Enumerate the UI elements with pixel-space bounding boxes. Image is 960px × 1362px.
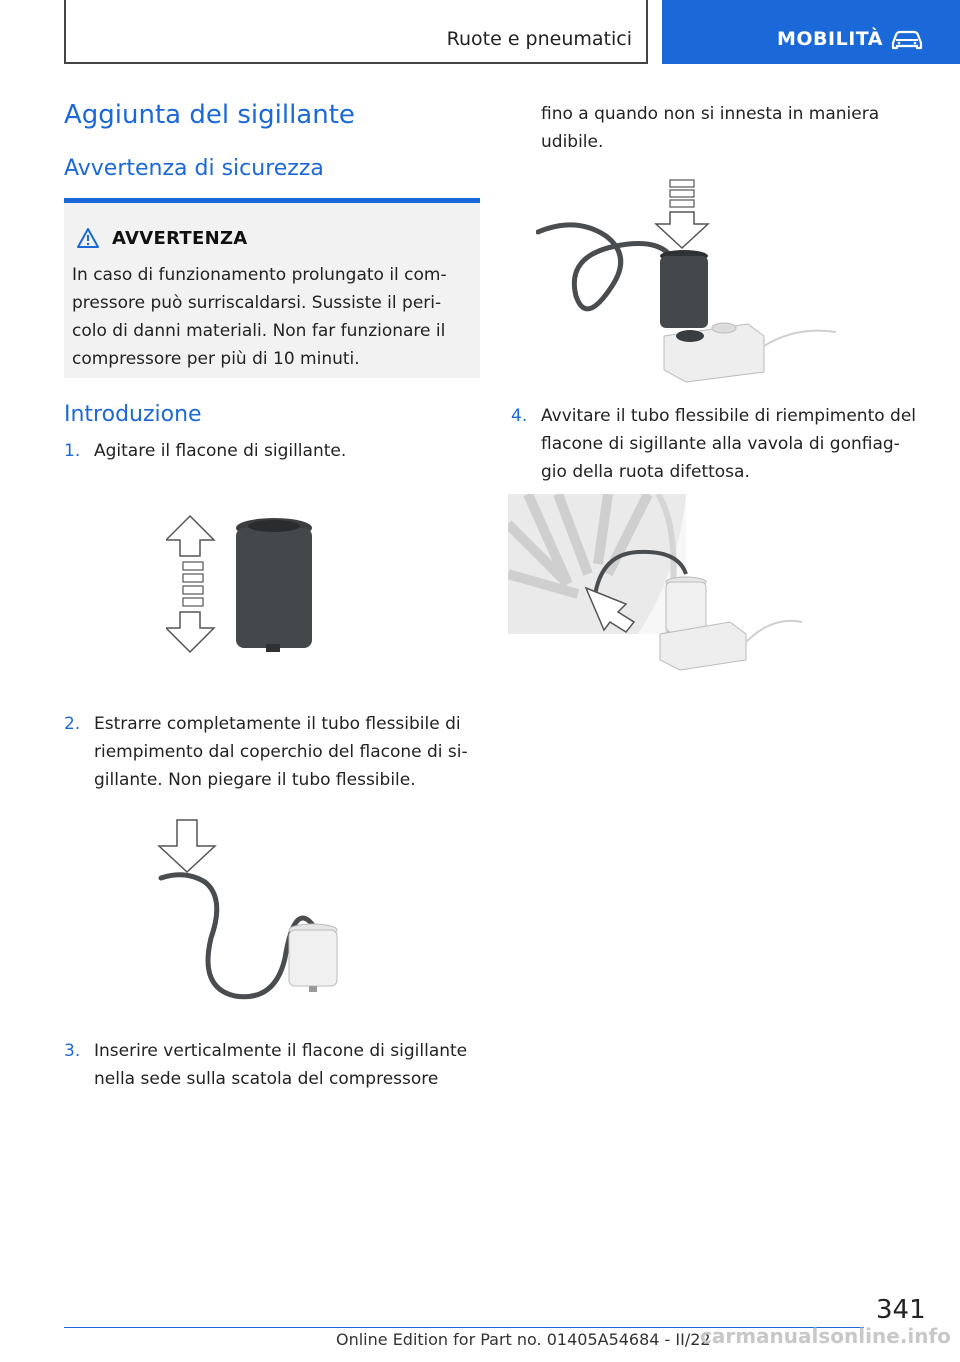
step-number: 4. xyxy=(511,406,528,426)
step-text-line: fino a quando non si innesta in maniera xyxy=(541,104,880,124)
step-text-line: flacone di sigillante alla vavola di gonfiag- xyxy=(541,434,900,454)
page-title: Aggiunta del sigillante xyxy=(64,100,355,130)
warning-box xyxy=(64,198,480,378)
step-item xyxy=(511,402,931,488)
warning-line: pressore può surriscaldarsi. Sussiste il peri- xyxy=(72,293,442,313)
step-text-line: Inserire verticalmente il flacone di sigillante xyxy=(94,1041,468,1061)
warning-text xyxy=(72,261,472,373)
step-text-line: Agitare il flacone di sigillante. xyxy=(94,441,347,461)
warning-line: compressore per più di 10 minuti. xyxy=(72,349,360,369)
header-chapter-title: MOBILITÀ xyxy=(777,28,883,50)
step-text-line: riempimento dal coperchio del flacone di si- xyxy=(94,742,468,762)
step-item xyxy=(64,710,480,796)
safety-heading: Avvertenza di sicurezza xyxy=(64,156,324,181)
warning-triangle-icon xyxy=(76,227,100,249)
watermark: carmanualsonline.info xyxy=(700,1324,951,1348)
step-number: 3. xyxy=(64,1041,81,1061)
step-text-line: Avvitare il tubo flessibile di riempimento del xyxy=(541,406,917,426)
step-text-line: Estrarre completamente il tubo flessibile di xyxy=(94,714,461,734)
illustration-bottle-hose xyxy=(155,818,355,1008)
step-continuation xyxy=(541,100,879,156)
header-chapter-tab xyxy=(662,0,960,64)
illustration-insert-bottle xyxy=(536,176,846,386)
step-text-line: gillante. Non piegare il tubo flessibile. xyxy=(94,770,416,790)
step-text-line: nella sede sulla scatola del compressore xyxy=(94,1069,439,1089)
warning-line: In caso di funzionamento prolungato il com- xyxy=(72,265,447,285)
illustration-connect-wheel xyxy=(508,494,808,684)
warning-line: colo di danni materiali. Non far funzionare il xyxy=(72,321,446,341)
step-text-line: udibile. xyxy=(541,132,604,152)
footer-edition: Online Edition for Part no. 01405A54684 - II/22 xyxy=(336,1330,711,1349)
page-number: 341 xyxy=(876,1295,926,1325)
header-section-title: Ruote e pneumatici xyxy=(446,28,632,50)
illustration-shake-bottle xyxy=(166,514,326,664)
step-item xyxy=(64,437,480,467)
step-item xyxy=(64,1037,480,1095)
step-text-line: gio della ruota difettosa. xyxy=(541,462,750,482)
intro-heading: Introduzione xyxy=(64,402,202,427)
header-section-box xyxy=(64,0,648,64)
car-icon xyxy=(890,29,924,51)
step-number: 2. xyxy=(64,714,81,734)
warning-label: AVVERTENZA xyxy=(112,228,248,249)
step-number: 1. xyxy=(64,441,81,461)
